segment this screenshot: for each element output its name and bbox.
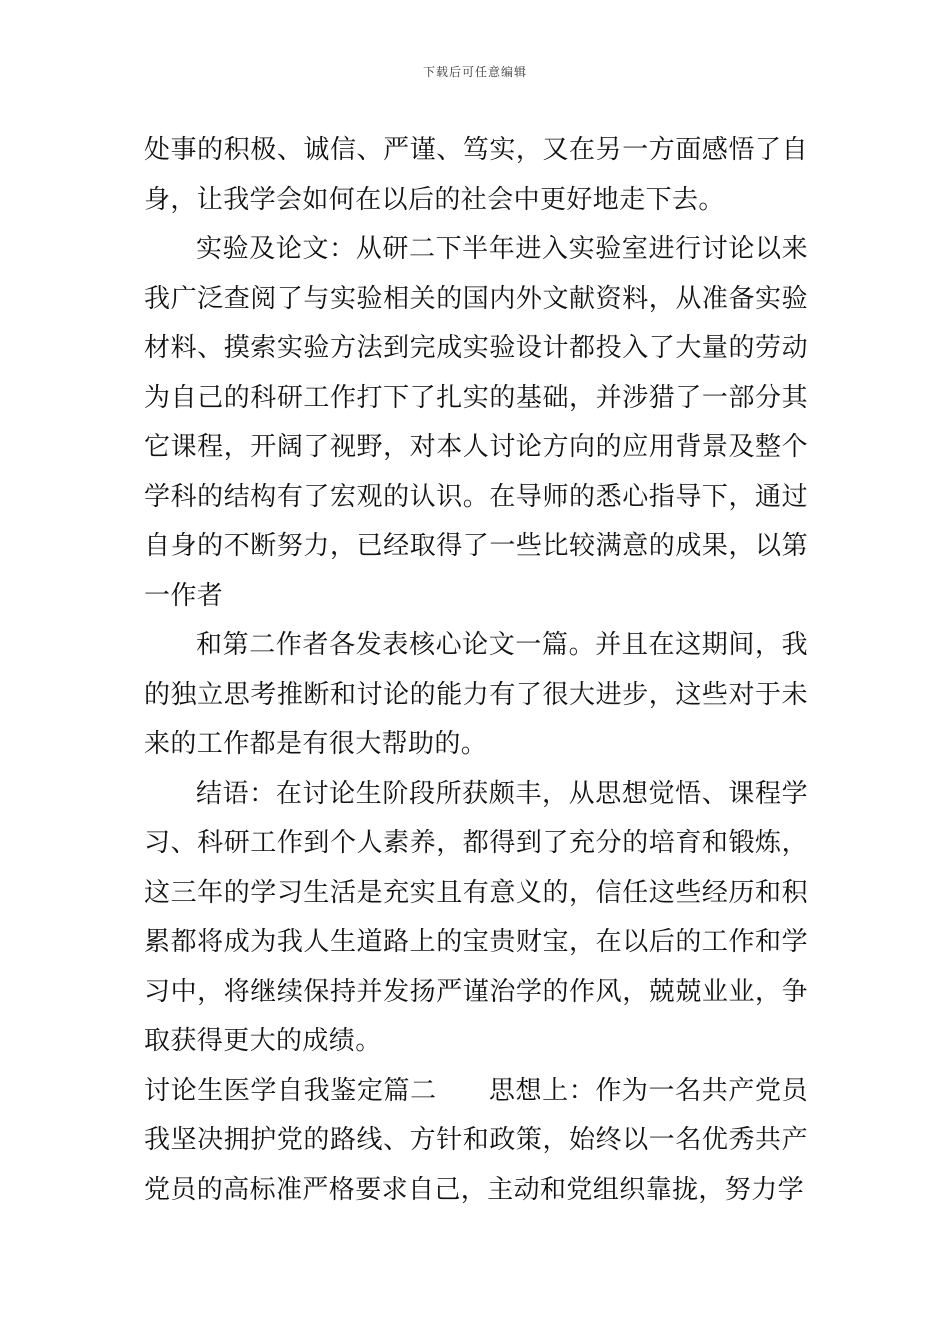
header-note: 下载后可任意编辑 [422,65,527,79]
section-two-title: 讨论生医学自我鉴定篇二 [144,1075,437,1106]
paragraph-experiment-thesis: 实验及论文：从研二下半年进入实验室进行讨论以来我广泛查阅了与实验相关的国内外文献资料，从准备实验材料、摸索实验方法到完成实验设计都投入了大量的劳动为自己的科研工作打下了扎实的基础，并涉猎了一部分其它课程，开阔了视野，对本人讨论方向的应用背景及整个学科的结构有了宏观的认识。在导师的悉心指导下，通过自身的不断努力，已经取得了一些比较满意的成果，以第一作者 [144,234,808,611]
document-body [144,126,808,1215]
section-two [144,1067,808,1216]
paragraph-continuation: 处事的积极、诚信、严谨、笃实，又在另一方面感悟了自身，让我学会如何在以后的社会中更好地走下去。 [144,135,808,215]
paragraph-second-author: 和第二作者各发表核心论文一篇。并且在这期间，我的独立思考推断和讨论的能力有了很大进步，这些对于未来的工作都是有很大帮助的。 [144,630,808,759]
section-two-text: 思想上：作为一名共产党员我坚决拥护党的路线、方针和政策，始终以一名优秀共产党员的高标准严格要求自己，主动和党组织靠拢，努力学 [144,1075,808,1205]
paragraph-conclusion: 结语：在讨论生阶段所获颇丰，从思想觉悟、课程学习、科研工作到个人素养，都得到了充分的培育和锻炼，这三年的学习生活是充实且有意义的，信任这些经历和积累都将成为我人生道路上的宝贵财宝，在以后的工作和学习中，将继续保持并发扬严谨治学的作风，兢兢业业，争取获得更大的成绩。 [144,778,808,1056]
